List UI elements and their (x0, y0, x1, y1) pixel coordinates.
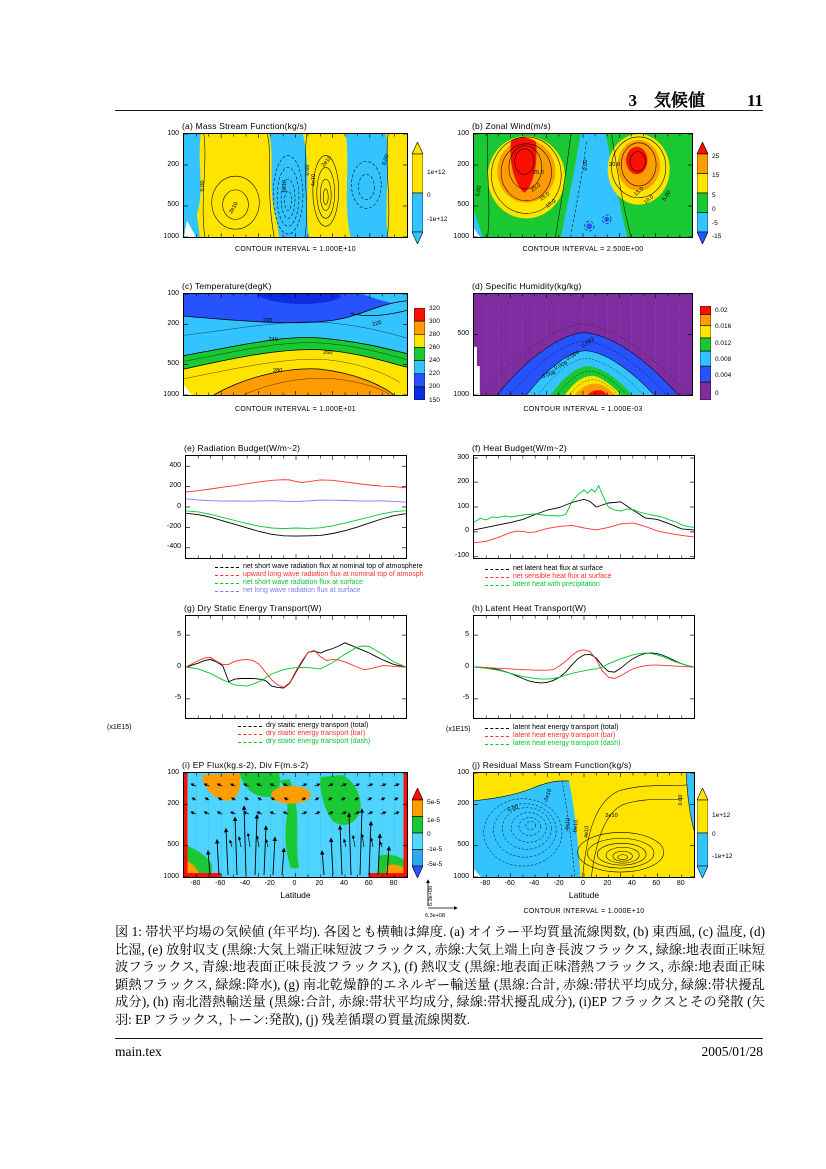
legend-entry-label: latent heat energy transport (bar) (513, 732, 616, 740)
legend-dash-icon (238, 742, 262, 743)
contour-label: 0.00 (199, 180, 206, 191)
legend-heat-budget (485, 565, 611, 589)
page-number: 11 (746, 91, 763, 110)
colorbar-graphic (412, 142, 423, 244)
value-axis-labels (439, 455, 469, 559)
contour-label: 280 (272, 367, 283, 374)
panel-e-plot (185, 455, 407, 559)
colorbar-tick-label: 0.004 (715, 372, 732, 380)
panel-h-title: (h) Latent Heat Transport(W) (472, 603, 587, 613)
axis-tick-label: -80 (190, 880, 201, 887)
axis-ticks (474, 773, 694, 877)
axis-ticks (474, 294, 692, 395)
panel-c-temperature (163, 281, 440, 413)
axis-tick-label: 80 (676, 880, 685, 887)
legend-entry-label: dry staitic energy transport (bar) (266, 730, 366, 738)
x-axis-label: Latitude (280, 890, 311, 900)
legend-entry (485, 732, 620, 740)
legend-dash-icon (215, 583, 239, 584)
legend-dry-static-energy (238, 722, 370, 746)
axis-tick-label: 0 (177, 662, 181, 670)
value-axis-labels (151, 615, 181, 719)
contour-interval-label: CONTOUR INTERVAL = 2.500E+00 (522, 246, 644, 253)
contour-label: 220 (371, 320, 383, 329)
colorbar-tick-label: 25 (712, 152, 720, 160)
colorbar-tick-label: -15 (712, 233, 722, 241)
colorbar (700, 306, 742, 400)
line-chart (474, 616, 694, 718)
colorbar (697, 142, 739, 244)
panel-g-dry-static-energy-transport (174, 603, 407, 719)
contour-label: 0.00 (304, 164, 311, 176)
contour-label: 10.0 (545, 198, 558, 210)
legend-entry (485, 740, 620, 748)
panel-a-mass-stream-function (163, 121, 448, 253)
panel-h-plot (473, 615, 695, 719)
axis-tick-label: 0 (292, 880, 297, 887)
legend-entry-label: net long wave radiation flux at surface (243, 587, 361, 595)
axis-tick-label: 60 (364, 880, 373, 887)
contour-label: 5.00 (661, 189, 673, 203)
latitude-axis-labels (473, 880, 695, 888)
contour-label: 2e10 (228, 201, 240, 216)
axis-tick-label: -100 (454, 552, 469, 560)
colorbar-tick-label: 280 (429, 330, 440, 338)
legend-dash-icon (238, 734, 262, 735)
line-chart (186, 616, 406, 718)
axis-tick-label: 200 (169, 482, 181, 490)
legend-dash-icon (485, 744, 509, 745)
pressure-axis-labels (439, 768, 469, 880)
panel-c-title: (c) Temperature(degK) (182, 281, 272, 291)
legend-entry-label: net short wave radiation flux at nominal top of atmosphere (243, 563, 423, 570)
figure-caption: 図 1: 帯状平均場の気候値 (年平均). 各図とも横軸は緯度. (a) オイラー平均質量流線関数, (b) 東西風, (c) 温度, (d) 比湿, (e) 放射収支 (黒線:大気上端正味短波フラックス, 赤線:大気上端上向き長波フラックス, 緑線:地表面正味短波フラックス, 青線:地表面正味長波フラックス), (f) 熱収支 (黒線:地表面正味潜熱フラックス, 赤線:地表面正味顕熱フラックス, 緑線:降水), (g) 南北乾燥静的エネルギー輸送量 (黒線:合計, 赤線:帯状平均成分, 緑線:帯状擾乱成分), (h) 南北潜熱輸送量 (黒線:合計, 赤線:帯状平均成分, 緑線:帯状擾乱成分), (i)EP フラックスとその発散 (矢羽: EP フラックス, トーン:発散), (j) 残差循環の質量流線関数. (115, 924, 765, 1027)
legend-entry (485, 565, 611, 573)
legend-entry-label: net sensible heat flux at surface (513, 573, 612, 581)
colorbar-tick-label: 0.008 (715, 356, 732, 364)
ep-flux-scale-key (421, 874, 473, 920)
panel-g-plot (185, 615, 407, 719)
legend-dash-icon (485, 728, 509, 729)
ep-flux-arrows (184, 773, 407, 877)
contour-label: 0.008 (541, 369, 557, 381)
legend-entry-label: dry staitic energy transport (dash) (266, 738, 371, 746)
scale-arrows-icon (421, 874, 473, 920)
panel-i-title: (i) EP Flux(kg.s-2), Div F(m.s-2) (182, 760, 309, 770)
axis-tick-label: 5 (177, 630, 181, 638)
colorbar-tick-label: 0.012 (715, 340, 732, 348)
axis-tick-label: 40 (340, 880, 348, 887)
panel-g-title: (g) Dry Static Energy Transport(W) (184, 603, 322, 613)
axis-tick-label: 200 (457, 160, 469, 168)
legend-entry-label: net short wave radiation flux at surface (243, 579, 363, 587)
panel-f-title: (f) Heat Budget(W/m~2) (472, 443, 567, 453)
axis-tick-label: 0 (581, 880, 585, 887)
value-axis-labels (439, 615, 469, 719)
contour-interval-label: CONTOUR INTERVAL = 1.000E+01 (235, 406, 356, 413)
colorbar-graphic (412, 788, 423, 878)
panel-j-residual-mass-stream-function (453, 760, 733, 915)
colorbar-tick-label: 150 (429, 396, 440, 404)
legend-entry-label: upward long wave radiation flux at nominal top of atmosph (243, 571, 424, 579)
panel-a-plot (183, 133, 408, 238)
axis-tick-label: -20 (553, 880, 564, 887)
colorbar-tick-label: 0 (427, 831, 431, 839)
axis-tick-label: 400 (169, 461, 181, 469)
colorbar-tick-label: 5e-5 (427, 798, 441, 806)
panel-b-zonal-wind (453, 121, 722, 253)
contour-label: 0.004 (565, 350, 581, 363)
colorbar-tick-label: -5 (712, 220, 718, 228)
legend-entry (238, 730, 370, 738)
pressure-axis-labels (149, 129, 179, 240)
contour-label: 15.0 (538, 191, 552, 203)
colorbar-tick-label: 320 (429, 304, 440, 312)
panel-d-specific-humidity (453, 281, 732, 413)
colorbar-tick-label: 220 (429, 370, 440, 378)
axis-tick-label: 100 (457, 502, 469, 510)
colorbar-tick-label: 1e-5 (427, 816, 441, 824)
axis-tick-label: 200 (167, 160, 179, 168)
axis-ticks (184, 294, 407, 395)
contour-label: 0.00 (583, 159, 590, 171)
contour-label: -2e10 (542, 788, 553, 804)
axis-ticks (474, 134, 692, 237)
axis-ticks (184, 134, 407, 237)
legend-entry (485, 724, 620, 732)
vertical-scale-value: 6.3e+08 (428, 885, 434, 906)
colorbar-tick-label: -5e-5 (427, 861, 443, 868)
contour-label: 5.00 (475, 184, 484, 197)
contour-label: 260 (323, 350, 333, 357)
section-number: 3 (628, 91, 637, 110)
axis-tick-label: -5 (174, 694, 181, 702)
axis-tick-label: 500 (167, 841, 179, 849)
axis-tick-label: 200 (167, 799, 179, 807)
colorbar-tick-label: 0 (712, 831, 716, 839)
panel-e-radiation-budget (166, 443, 407, 559)
contour-label: 10.0 (643, 194, 656, 206)
contour-label: 0.002 (580, 336, 596, 350)
horizontal-scale-value: 6.3e+08 (425, 913, 446, 919)
legend-dash-icon (215, 591, 239, 592)
colorbar-graphic (697, 142, 708, 244)
axis-tick-label: 100 (167, 768, 179, 776)
axis-tick-label: 1000 (453, 390, 469, 398)
axis-tick-label: 500 (457, 201, 469, 209)
colorbar-tick-label: 1e+12 (427, 169, 446, 177)
colorbar-graphic (414, 308, 425, 400)
axis-tick-label: 500 (167, 360, 179, 368)
contour-interval-label: CONTOUR INTERVAL = 1.000E+10 (523, 908, 645, 915)
panel-e-title: (e) Radiation Budget(W/m~2) (184, 443, 301, 453)
pressure-axis-labels (439, 293, 469, 396)
legend-entry (485, 573, 611, 581)
legend-dash-icon (485, 585, 509, 586)
axis-tick-label: 500 (457, 329, 469, 337)
contour-label: 6e10 (282, 179, 289, 192)
contour-label: -6e10 (572, 819, 580, 835)
axis-tick-label: 200 (167, 319, 179, 327)
axis-tick-label: 5 (465, 630, 469, 638)
panel-j-plot (473, 772, 695, 878)
legend-entry (485, 581, 611, 589)
axis-tick-label: 1000 (163, 872, 179, 880)
legend-entry (238, 738, 370, 746)
axis-tick-label: 1000 (163, 232, 179, 240)
colorbar-tick-label: 0 (427, 191, 431, 199)
pressure-axis-labels (439, 129, 469, 240)
panel-d-title: (d) Specific Humidity(kg/kg) (472, 281, 582, 291)
legend-dash-icon (485, 736, 509, 737)
legend-entry (215, 563, 424, 571)
line-chart (186, 456, 406, 558)
footer-filename: main.tex (115, 1044, 162, 1059)
axis-tick-label: 1000 (163, 390, 179, 398)
legend-dash-icon (215, 567, 239, 568)
scale-note-h: (x1E15) (446, 726, 471, 733)
axis-tick-label: 1000 (453, 872, 469, 880)
axis-tick-label: 100 (167, 289, 179, 297)
axis-tick-label: 1000 (453, 232, 469, 240)
colorbar-tick-label: 1e+12 (712, 811, 731, 819)
scale-note-g: (x1E15) (107, 724, 132, 731)
legend-entry-label: net latent heat flux at surface (513, 565, 603, 572)
legend-dash-icon (215, 575, 239, 576)
colorbar-tick-label: 15 (712, 172, 720, 180)
colorbar-tick-label: 0 (712, 205, 716, 213)
colorbar-tick-label: -1e-5 (427, 845, 443, 853)
axis-tick-label: 300 (457, 453, 469, 461)
panel-b-title: (b) Zonal Wind(m/s) (472, 121, 551, 131)
panel-j-title: (j) Residual Mass Stream Function(kg/s) (472, 760, 632, 770)
axis-tick-label: -20 (264, 880, 275, 887)
x-axis-label: Latitude (568, 890, 600, 900)
legend-entry (215, 571, 424, 579)
axis-tick-label: -40 (529, 880, 540, 887)
panel-a-title: (a) Mass Stream Function(kg/s) (182, 121, 308, 131)
contour-label: 25.0 (532, 170, 544, 177)
colorbar-tick-label: -1e+12 (712, 852, 733, 860)
axis-tick-label: -400 (166, 543, 181, 551)
legend-entry-label: dry staitic energy transport (total) (266, 722, 369, 729)
pressure-axis-labels (149, 289, 179, 398)
contour-label: 2e10 (320, 155, 334, 169)
contour-label: 220 (262, 318, 273, 325)
legend-entry (215, 579, 424, 587)
axis-tick-label: 200 (457, 477, 469, 485)
colorbar-tick-label: 0.02 (715, 307, 728, 315)
axis-tick-label: 0 (177, 502, 181, 510)
contour-label: 15.0 (632, 185, 645, 198)
contour-label: 0.00 (506, 805, 519, 814)
contour-interval-label: CONTOUR INTERVAL = 1.000E+10 (235, 246, 356, 253)
legend-entry (238, 722, 370, 730)
colorbar-tick-label: 0 (715, 389, 719, 397)
legend-dash-icon (485, 577, 509, 578)
axis-tick-label: 100 (167, 129, 179, 137)
axis-tick-label: 20 (315, 880, 324, 887)
legend-entry (215, 587, 424, 595)
axis-tick-label: 60 (652, 880, 661, 887)
colorbar-tick-label: 300 (429, 317, 440, 325)
panel-b-plot (473, 133, 693, 238)
contour-label: 4e10 (583, 825, 591, 839)
contour-label: 2e10 (605, 812, 618, 819)
contour-label: 0.006 (553, 360, 569, 372)
axis-tick-label: 200 (457, 799, 469, 807)
colorbar-tick-label: 240 (429, 357, 440, 365)
colorbar-tick-label: -1e+12 (427, 216, 448, 224)
legend-latent-heat (485, 724, 620, 748)
axis-tick-label: -80 (480, 880, 491, 887)
panel-h-latent-heat-transport (462, 603, 695, 719)
line-chart (474, 456, 694, 558)
axis-tick-label: 20 (603, 880, 612, 887)
legend-radiation-budget (215, 563, 424, 595)
footer-rule (115, 1038, 763, 1039)
axis-tick-label: -5 (462, 694, 469, 702)
colorbar-tick-label: 200 (429, 383, 440, 391)
axis-tick-label: 0 (465, 527, 469, 535)
legend-entry-label: latent heat energy transport (dash) (513, 740, 621, 748)
legend-dash-icon (238, 726, 262, 727)
axis-tick-label: -60 (215, 880, 226, 887)
axis-tick-label: 0 (465, 662, 469, 670)
legend-entry-label: latent heat with precipitation (513, 581, 600, 589)
panel-i-plot (183, 772, 408, 878)
contour-interval-label: CONTOUR INTERVAL = 1.000E-03 (523, 406, 643, 413)
contour-label: -4e10 (563, 817, 572, 833)
axis-tick-label: -60 (504, 880, 515, 887)
axis-tick-label: 40 (627, 880, 636, 887)
colorbar-graphic (697, 788, 708, 878)
legend-entry-label: latent heat energy transport (total) (513, 724, 619, 731)
axis-tick-label: 100 (457, 768, 469, 776)
footer-date: 2005/01/28 (701, 1044, 763, 1059)
contour-label: 4e10 (311, 174, 318, 187)
axis-tick-label: 500 (457, 841, 469, 849)
colorbar-tick-label: 260 (429, 343, 440, 351)
colorbar-tick-label: 0.016 (715, 323, 732, 331)
contour-label: 0.00 (381, 153, 391, 166)
axis-tick-label: -40 (239, 880, 250, 887)
legend-dash-icon (485, 569, 509, 570)
latitude-axis-labels (183, 880, 408, 888)
colorbar-graphic (700, 306, 711, 400)
axis-tick-label: 80 (389, 880, 398, 887)
section-title: 気候値 (653, 91, 705, 110)
contour-label: 20.0 (529, 181, 543, 194)
axis-tick-label: 500 (167, 201, 179, 209)
value-axis-labels (151, 455, 181, 559)
panel-f-heat-budget (454, 443, 695, 560)
contour-label: 20.0 (609, 161, 621, 168)
panel-c-plot (183, 293, 408, 396)
contour-label: 240 (268, 337, 278, 344)
panel-f-plot (473, 455, 695, 559)
colorbar (697, 788, 739, 878)
pressure-axis-labels (149, 768, 179, 880)
contour-label: 0.00 (677, 794, 684, 806)
colorbar-tick-label: 5 (712, 191, 716, 199)
axis-tick-label: 100 (457, 129, 469, 137)
panel-d-plot (473, 293, 693, 396)
page-footer (115, 1044, 763, 1060)
axis-tick-label: -200 (166, 522, 181, 530)
